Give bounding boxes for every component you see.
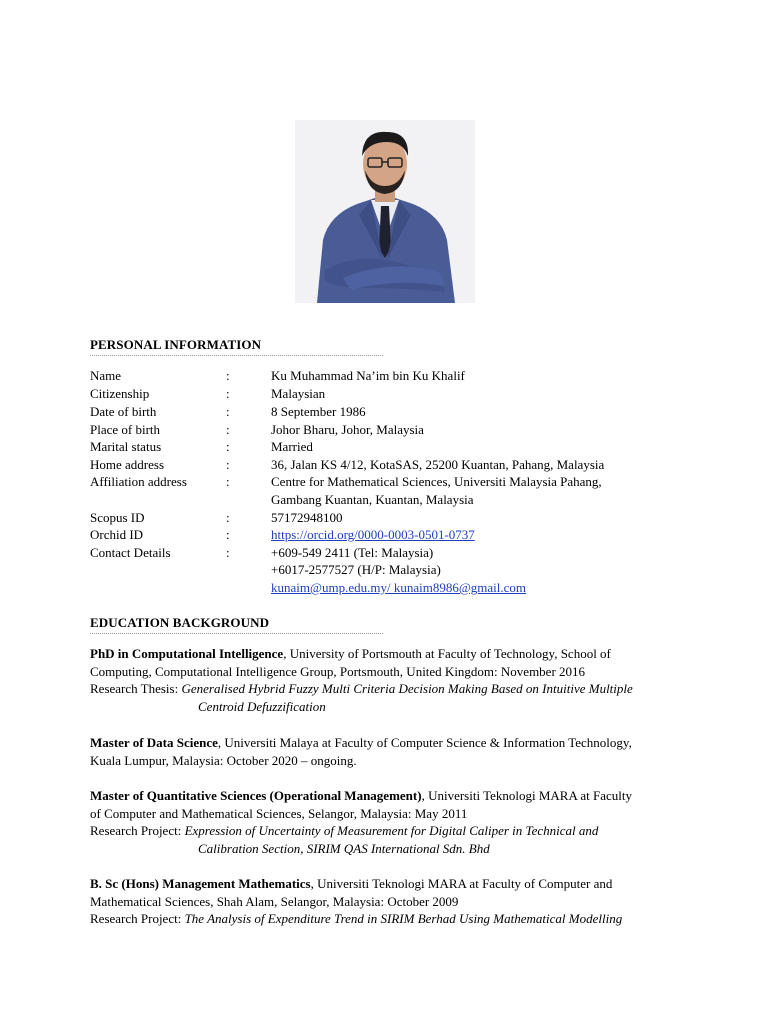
- degree-detail-line: of Computer and Mathematical Sciences, Selangor, Malaysia: May 2011: [90, 805, 468, 821]
- info-value: Gambang Kuantan, Kuantan, Malaysia: [271, 492, 474, 507]
- info-value: Centre for Mathematical Sciences, Universiti Malaysia Pahang,: [271, 474, 602, 489]
- section-divider: [90, 633, 383, 634]
- portrait-illustration: [295, 120, 475, 303]
- info-value: Ku Muhammad Na’im bin Ku Khalif: [271, 368, 465, 383]
- research-label: Research Project:: [90, 823, 182, 838]
- info-colon: :: [226, 474, 230, 489]
- info-label: Place of birth: [90, 422, 161, 437]
- research-line: [90, 822, 680, 840]
- section-divider: [90, 355, 383, 356]
- education-entry-bsc: [90, 875, 680, 928]
- info-value: +6017-2577527 (H/P: Malaysia): [271, 562, 441, 577]
- info-value: 8 September 1986: [271, 404, 366, 419]
- info-label: Home address: [90, 457, 165, 472]
- degree-detail: , Universiti Malaya at Faculty of Computer Science & Information Technology,: [217, 735, 632, 750]
- degree-detail-line: Kuala Lumpur, Malaysia: October 2020 – ongoing.: [90, 752, 357, 768]
- research-title: The Analysis of Expenditure Trend in SIRIM Berhad Using Mathematical Modelling: [184, 911, 623, 926]
- research-line: [90, 680, 680, 698]
- research-title-cont: Centroid Defuzzification: [198, 698, 326, 714]
- info-value: Malaysian: [271, 386, 326, 401]
- orcid-link[interactable]: https://orcid.org/0000-0003-0501-0737: [271, 527, 475, 542]
- info-label: Affiliation address: [90, 474, 187, 489]
- degree-detail-line: Mathematical Sciences, Shah Alam, Selangor, Malaysia: October 2009: [90, 893, 459, 909]
- research-title: Generalised Hybrid Fuzzy Multi Criteria Decision Making Based on Intuitive Multiple: [181, 681, 633, 696]
- info-colon: :: [226, 457, 230, 472]
- personal-information-heading: PERSONAL INFORMATION: [90, 337, 262, 352]
- info-label: Name: [90, 368, 122, 383]
- degree-title: Master of Quantitative Sciences (Operational Management): [90, 788, 422, 803]
- info-colon: :: [226, 368, 230, 383]
- research-label: Research Thesis:: [90, 681, 179, 696]
- research-title: Expression of Uncertainty of Measurement for Digital Caliper in Technical and: [184, 823, 599, 838]
- info-colon: :: [226, 422, 230, 437]
- research-line: [90, 910, 680, 928]
- research-label: Research Project:: [90, 911, 182, 926]
- info-value: Johor Bharu, Johor, Malaysia: [271, 422, 424, 437]
- info-colon: :: [226, 527, 230, 542]
- info-label: Date of birth: [90, 404, 157, 419]
- research-line-cont: [90, 840, 680, 858]
- info-colon: :: [226, 545, 230, 560]
- info-value: +609-549 2411 (Tel: Malaysia): [271, 545, 434, 560]
- email-link[interactable]: kunaim@ump.edu.my/ kunaim8986@gmail.com: [271, 580, 527, 595]
- degree-detail: , University of Portsmouth at Faculty of Technology, School of: [283, 646, 611, 661]
- info-value: 36, Jalan KS 4/12, KotaSAS, 25200 Kuantan, Pahang, Malaysia: [271, 457, 605, 472]
- degree-detail: , Universiti Teknologi MARA at Faculty of Computer and: [310, 876, 613, 891]
- degree-title: PhD in Computational Intelligence: [90, 646, 284, 661]
- education-detail: [90, 734, 680, 752]
- research-line-cont: [90, 698, 680, 716]
- info-colon: :: [226, 439, 230, 454]
- education-detail: [90, 787, 680, 805]
- info-value: 57172948100: [271, 510, 343, 525]
- degree-detail: , Universiti Teknologi MARA at Faculty: [421, 788, 633, 803]
- info-value: Married: [271, 439, 313, 454]
- profile-photo: [295, 120, 475, 303]
- education-detail: [90, 645, 680, 663]
- degree-title: B. Sc (Hons) Management Mathematics: [90, 876, 311, 891]
- education-detail: [90, 875, 680, 893]
- info-label: Orchid ID: [90, 527, 144, 542]
- info-colon: :: [226, 404, 230, 419]
- info-label: Marital status: [90, 439, 162, 454]
- info-label: Contact Details: [90, 545, 171, 560]
- education-entry-master-quantitative: [90, 787, 680, 857]
- education-entry-master-data-science: [90, 734, 680, 769]
- info-label: Citizenship: [90, 386, 150, 401]
- info-colon: :: [226, 510, 230, 525]
- info-colon: :: [226, 386, 230, 401]
- degree-detail-line: Computing, Computational Intelligence Group, Portsmouth, United Kingdom: November 2016: [90, 663, 586, 679]
- info-label: Scopus ID: [90, 510, 145, 525]
- research-title-cont: Calibration Section, SIRIM QAS International Sdn. Bhd: [198, 840, 490, 856]
- education-entry-phd: [90, 645, 680, 715]
- degree-title: Master of Data Science: [90, 735, 218, 750]
- education-background-heading: EDUCATION BACKGROUND: [90, 615, 270, 630]
